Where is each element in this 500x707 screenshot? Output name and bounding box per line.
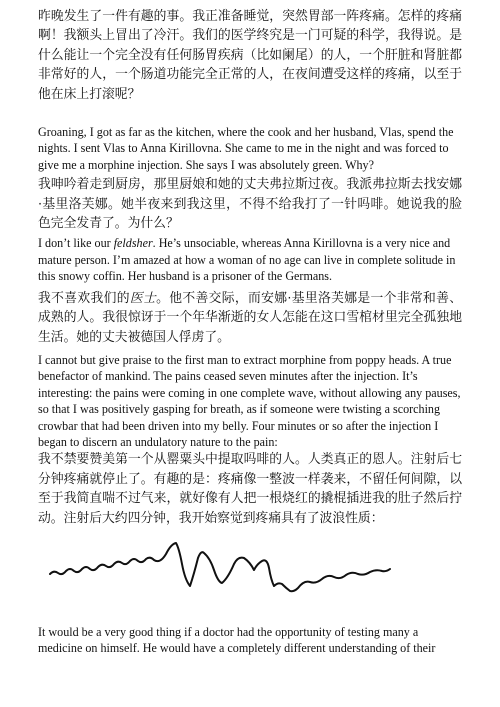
paragraph-text: . He’s unsociable, whereas Anna Kirillovna is a very nice and mature person. I’m amazed at how a woman of no age can live in complete solitude in this snowy coffin. Her husband is a prisoner of the Germans.: [38, 236, 456, 284]
italic-word-feldsher: feldsher: [113, 236, 153, 251]
pain-wave-line: [50, 543, 390, 591]
paragraph-text: I don’t like our: [38, 236, 114, 251]
italic-word-feldsher-zh: 医士: [129, 290, 157, 306]
paragraph-en-9: It would be a very good thing if a doctor had the opportunity of testing many a medicine on himself. He would have a completely different understanding of their: [38, 624, 436, 656]
paragraph-zh-1: 昨晚发生了一件有趣的事。我正准备睡觉，突然胃部一阵疼痛。怎样的疼痛啊！我额头上冒出了冷汗。我们的医学终究是一门可疑的科学，我得说。是什么能让一个完全没有任何肠胃疾病（比如阑尾）的人，一个肝脏和肾脏都非常好的人，一个肠道功能完全正常的人，在夜间遭受这样的疼痛，以至于他在床上打滚呢？: [38, 9, 462, 102]
paragraph-zh-5: [38, 289, 462, 347]
paragraph-en-4: [38, 235, 462, 284]
paragraph-text: 我不喜欢我们的: [38, 290, 130, 306]
paragraph-en-2: Groaning, I got as far as the kitchen, where the cook and her husband, Vlas, spend the nights. I sent Vlas to Anna Kirillovna. She came to me in the night and was forced to give me a morphine injection. She says I was absolutely green. Why?: [38, 125, 454, 172]
paragraph-zh-3: 我呻吟着走到厨房，那里厨娘和她的丈夫弗拉斯过夜。我派弗拉斯去找安娜·基里洛芙娜。她半夜来到我这里，不得不给我打了一针吗啡。她说我的脸色完全发青了。为什么？: [38, 177, 462, 232]
pain-wave-drawing-icon: [38, 534, 462, 616]
paragraph-zh-7: 我不禁要赞美第一个从罂粟头中提取吗啡的人。人类真正的恩人。注射后七分钟疼痛就停止了。有趣的是：疼痛像一整波一样袭来，不留任何间隙，以至于我简直喘不过气来，就好像有人把一根烧红的撬棍插进我的肚子然后拧动。注射后大约四分钟，我开始察觉到疼痛具有了波浪性质：: [38, 452, 462, 526]
paragraph-en-6: I cannot but give praise to the first man to extract morphine from poppy heads. A true benefactor of mankind. The pains ceased seven minutes after the injection. It’s interesting: the pains were coming in one complete wave, without allowing any pauses, so that I was positively gasping for breath, as if someone were twisting a scorching crowbar that had been driven into my belly. Four minutes or so after the injection I began to discern an undulatory nature to the pain:: [38, 352, 461, 449]
paragraph-text: 。他不善交际，而安娜·基里洛芙娜是一个非常和善、成熟的人。我很惊讶于一个年华渐逝的女人怎能在这口雪棺材里完全孤独地生活。她的丈夫被德国人俘虏了。: [38, 290, 462, 345]
